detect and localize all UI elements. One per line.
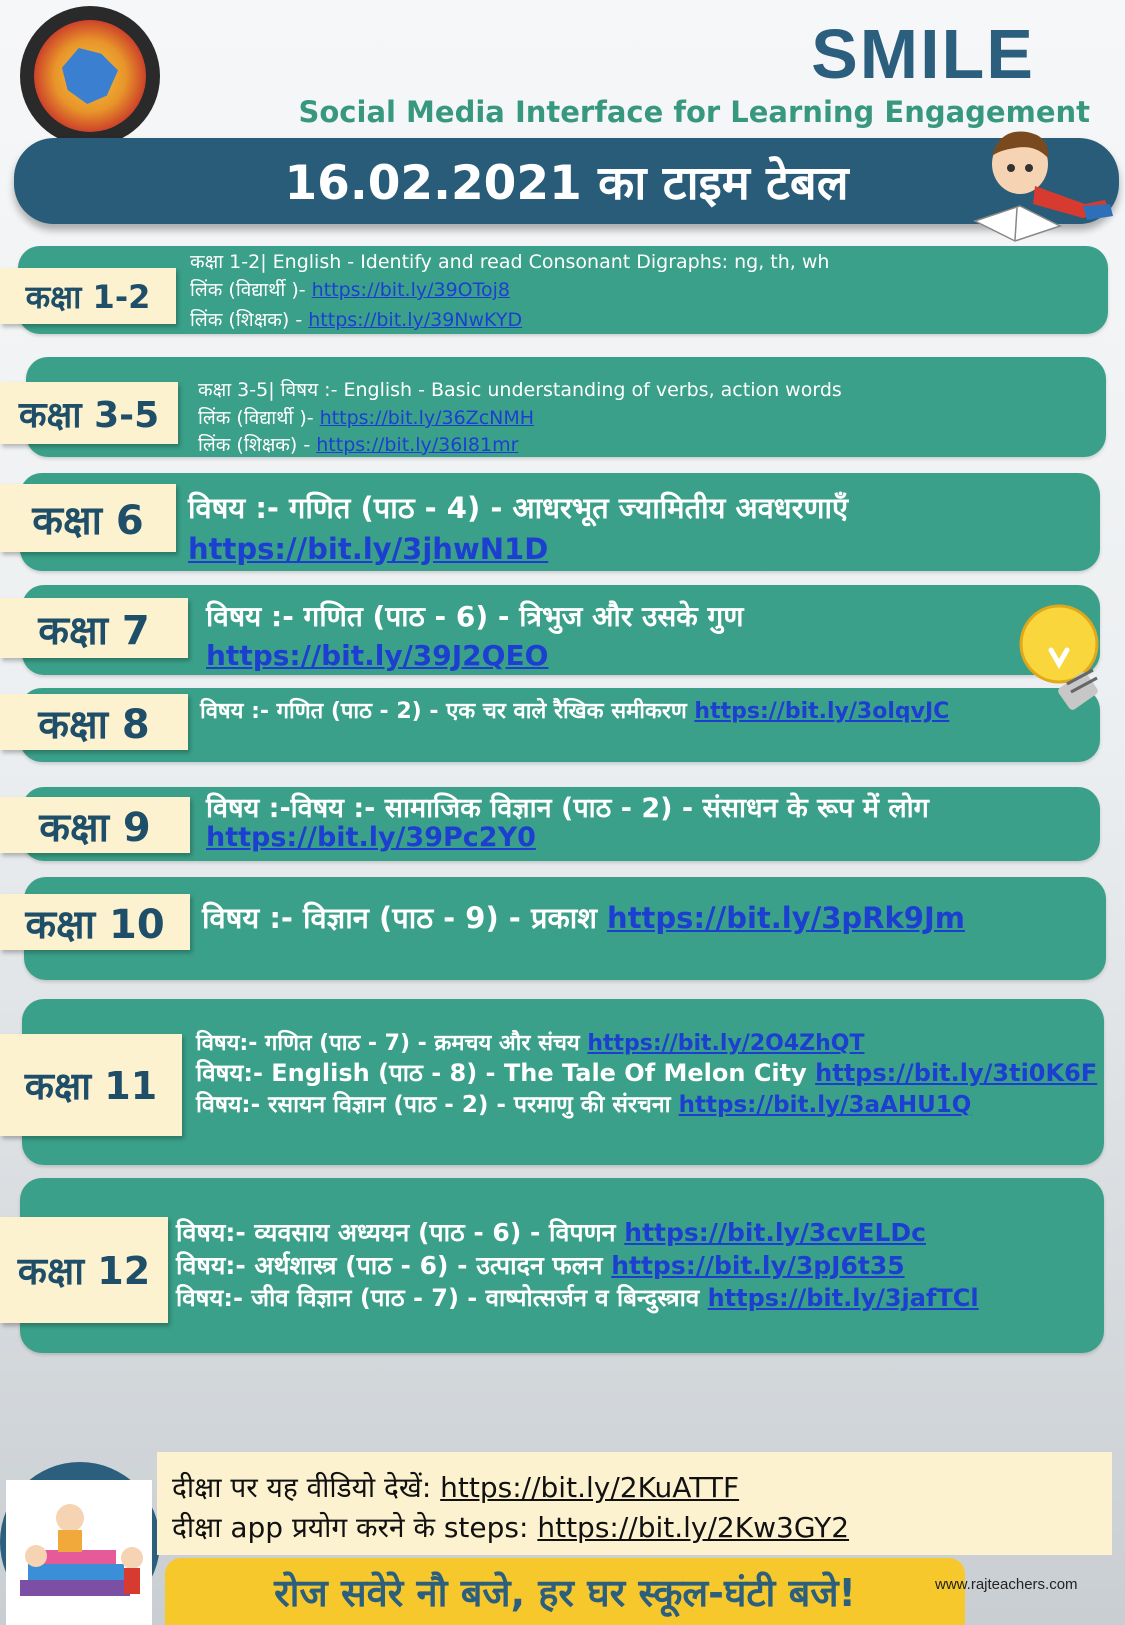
class-tag: कक्षा 10: [0, 894, 190, 950]
page-subtitle: Social Media Interface for Learning Engagement: [298, 95, 1090, 129]
subject-line: कक्षा 3-5| विषय :- English - Basic understanding of verbs, action words: [198, 379, 842, 401]
slogan-bar: [165, 1558, 965, 1625]
diksha-video-line: दीक्षा पर यह वीडियो देखें: https://bit.ly/2KuATTF: [172, 1471, 740, 1504]
department-logo: [20, 6, 160, 146]
lesson-link-line: [206, 822, 536, 853]
lesson-link[interactable]: https://bit.ly/3aAHU1Q: [678, 1092, 972, 1118]
teacher-link-line: लिंक (शिक्षक) - https://bit.ly/39NwKYD: [190, 309, 523, 331]
student-link-line: लिंक (विद्यार्थी )- https://bit.ly/39OToj8: [190, 279, 510, 301]
subject-line: विषय :- गणित (पाठ - 4) - आधरभूत ज्यामितीय अवधरणाएँ: [188, 491, 849, 525]
teacher-link-line: लिंक (शिक्षक) - https://bit.ly/36I81mr: [198, 434, 519, 456]
lightbulb-icon: [1015, 600, 1107, 715]
subject-line: विषय :-विषय :- सामाजिक विज्ञान (पाठ - 2) - संसाधन के रूप में लोग: [206, 793, 929, 824]
subject-line: विषय :- विज्ञान (पाठ - 9) - प्रकाश https://bit.ly/3pRk9Jm: [202, 901, 965, 935]
student-link-line: लिंक (विद्यार्थी )- https://bit.ly/36ZcNMH: [198, 407, 535, 429]
date-banner: [14, 138, 1119, 224]
page-title: SMILE: [811, 15, 1035, 93]
lesson-link-line: [188, 532, 548, 566]
subject-line: विषय:- रसायन विज्ञान (पाठ - 2) - परमाणु की संरचना https://bit.ly/3aAHU1Q: [196, 1092, 972, 1118]
logo-emblem: [34, 20, 146, 132]
diksha-app-link[interactable]: https://bit.ly/2Kw3GY2: [537, 1511, 850, 1544]
diksha-app-line: दीक्षा app प्रयोग करने के steps: https://bit.ly/2Kw3GY2: [172, 1511, 850, 1544]
subject-line: विषय:- गणित (पाठ - 7) - क्रमचय और संचय https://bit.ly/2O4ZhQT: [196, 1031, 865, 1056]
lesson-link[interactable]: https://bit.ly/2O4ZhQT: [587, 1031, 865, 1056]
teacher-link[interactable]: https://bit.ly/39NwKYD: [308, 309, 523, 331]
slogan: रोज सवेरे नौ बजे, हर घर स्कूल-घंटी बजे!: [274, 1570, 856, 1615]
timetable-title: 16.02.2021 का टाइम टेबल: [284, 156, 849, 211]
student-link[interactable]: https://bit.ly/36ZcNMH: [319, 407, 535, 429]
lesson-link[interactable]: https://bit.ly/39J2QEO: [206, 639, 549, 672]
lesson-link[interactable]: https://bit.ly/3ti0K6F: [815, 1059, 1098, 1087]
lesson-link[interactable]: https://bit.ly/3cvELDc: [624, 1218, 926, 1247]
website-link[interactable]: www.rajteachers.com: [935, 1576, 1078, 1593]
reading-boy-illustration: [965, 126, 1115, 246]
lesson-link[interactable]: https://bit.ly/3jafTCl: [707, 1284, 979, 1312]
rajasthan-map-icon: [62, 48, 118, 104]
kids-reading-illustration: [0, 1460, 160, 1625]
class-tag: कक्षा 8: [0, 694, 188, 750]
lesson-link-line: [206, 639, 548, 672]
lesson-link[interactable]: https://bit.ly/3pRk9Jm: [607, 901, 965, 935]
class-tag: कक्षा 3-5: [0, 382, 178, 444]
lesson-link[interactable]: https://bit.ly/3olqvJC: [694, 699, 950, 724]
class-tag: कक्षा 11: [0, 1034, 182, 1136]
class-tag: कक्षा 6: [0, 484, 176, 552]
class-tag: कक्षा 1-2: [0, 268, 176, 324]
class-tag: कक्षा 9: [0, 797, 190, 853]
subject-line: विषय:- जीव विज्ञान (पाठ - 7) - वाष्पोत्सर्जन व बिन्दुस्त्राव https://bit.ly/3jafTCl: [176, 1284, 979, 1312]
row-class-3-5: [26, 357, 1106, 457]
lesson-link[interactable]: https://bit.ly/39Pc2Y0: [206, 822, 536, 853]
class-tag: कक्षा 12: [0, 1217, 168, 1323]
diksha-video-link[interactable]: https://bit.ly/2KuATTF: [440, 1471, 740, 1504]
student-link[interactable]: https://bit.ly/39OToj8: [311, 279, 510, 301]
subject-line: विषय:- अर्थशास्त्र (पाठ - 6) - उत्पादन फलन https://bit.ly/3pJ6t35: [176, 1251, 905, 1280]
lesson-link[interactable]: https://bit.ly/3pJ6t35: [611, 1251, 905, 1280]
subject-line: विषय:- व्यवसाय अध्ययन (पाठ - 6) - विपणन https://bit.ly/3cvELDc: [176, 1218, 926, 1247]
lesson-link[interactable]: https://bit.ly/3jhwN1D: [188, 532, 549, 566]
subject-line: विषय :- गणित (पाठ - 6) - त्रिभुज और उसके गुण: [206, 600, 744, 633]
subject-line: विषय:- English (पाठ - 8) - The Tale Of Melon City https://bit.ly/3ti0K6F: [196, 1059, 1098, 1087]
teacher-link[interactable]: https://bit.ly/36I81mr: [316, 434, 519, 456]
subject-line: कक्षा 1-2| English - Identify and read Consonant Digraphs: ng, th, wh: [190, 251, 830, 273]
subject-line: विषय :- गणित (पाठ - 2) - एक चर वाले रैखिक समीकरण https://bit.ly/3olqvJC: [200, 699, 950, 724]
class-tag: कक्षा 7: [0, 598, 188, 658]
